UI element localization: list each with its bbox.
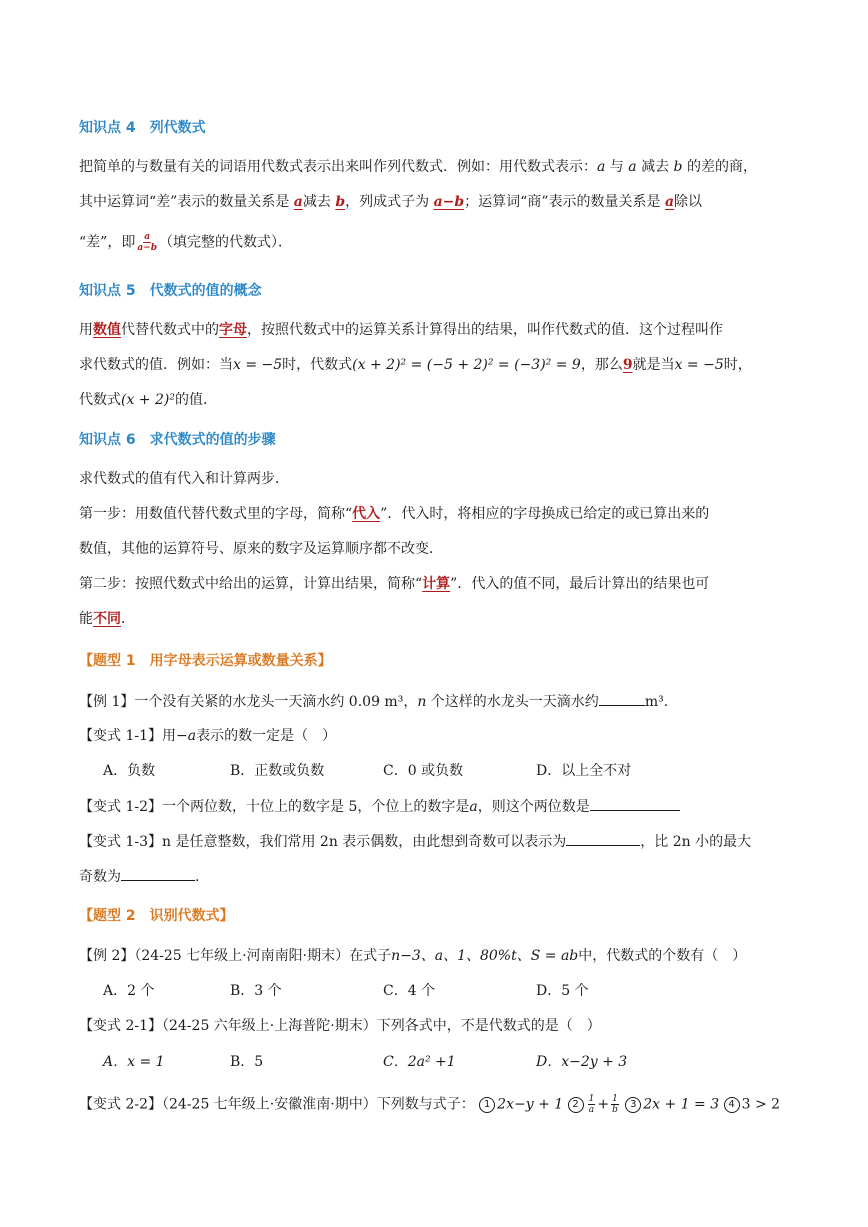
text: . [195, 869, 200, 885]
text: 【例 1】一个没有关紧的水龙头一天滴水约 0.09 m³， [79, 694, 418, 710]
answer-blank [121, 866, 195, 881]
math: a [628, 159, 637, 175]
text: 与 [605, 159, 629, 175]
fraction [588, 1094, 596, 1115]
math: 2x + 1 = 3 [643, 1096, 720, 1113]
text: 用 [79, 322, 93, 338]
text: m³. [644, 694, 669, 710]
option-b: B．3 个 [230, 983, 282, 999]
math: x = −5 [233, 357, 283, 373]
text: ，那么 [580, 357, 623, 373]
math: (x + 2)² = (−5 + 2)² = (−3)² = 9 [352, 357, 581, 373]
kp4-para-line1 [79, 157, 757, 177]
text: 求代数式的值有代入和计算两步． [79, 471, 289, 487]
section-number: 知识点 4 [79, 120, 136, 136]
text: 减去 [636, 159, 674, 175]
text: 代数式 [79, 392, 121, 408]
type2-title: 【题型 2 识别代数式】 [79, 908, 234, 924]
example-2 [79, 946, 746, 966]
type1-title: 【题型 1 用字母表示运算或数量关系】 [79, 653, 332, 669]
section-title-kp6 [79, 430, 276, 450]
text: 就是当 [632, 357, 675, 373]
text: 第二步：按照代数式中给出的运算，计算出结果，简称“ [79, 576, 423, 592]
fraction-numerator: 1 [612, 1094, 618, 1104]
kp6-para-line3 [79, 539, 443, 559]
fraction-numerator: a [144, 232, 151, 242]
kp6-para-line2 [79, 504, 709, 524]
option-d: D．以上全不对 [536, 763, 632, 779]
math: x = −5 [674, 357, 724, 373]
text: 减去 [302, 194, 331, 210]
kp4-para-line2 [79, 192, 702, 212]
text: ”．代入的值不同，最后计算出的结果也可 [450, 576, 710, 592]
kp5-para-line1 [79, 320, 723, 340]
option-c: C．4 个 [383, 983, 436, 999]
text: 把简单的与数量有关的词语用代数式表示出来叫作列代数式．例如：用代数式表示： [79, 159, 597, 175]
text: （填完整的代数式）． [159, 234, 292, 251]
text: ；运算词“商”表示的数量关系是 [464, 194, 661, 210]
text: ，比 2n 小的最大 [640, 834, 752, 850]
text: 第一步：用数值代替代数式里的字母，简称“ [79, 506, 353, 522]
math: b [673, 159, 683, 175]
fraction-denominator: a−b [137, 243, 157, 253]
math: n [417, 694, 427, 710]
section-title-kp5 [79, 281, 262, 301]
text: 时， [723, 357, 752, 373]
answer: 计算 [422, 576, 451, 592]
option-a: A．2 个 [103, 983, 155, 999]
kp6-para-line1 [79, 469, 289, 489]
text: ，按照代数式中的运算关系计算得出的结果，叫作代数式的值．这个过程叫作 [247, 322, 723, 338]
text: 【变式 2-2】（24-25 七年级上·安徽淮南·期中）下列数与式子： [79, 1096, 475, 1113]
section-text: 求代数式的值的步骤 [149, 432, 276, 448]
text: 个这样的水龙头一天滴水约 [426, 694, 599, 710]
math: 2x−y + 1 [497, 1096, 564, 1113]
option-c: C．0 或负数 [383, 763, 464, 779]
fraction-denominator: a [588, 1105, 595, 1115]
variant-1-3 [79, 831, 751, 852]
text: 的差的商， [682, 159, 757, 175]
section-number: 知识点 5 [79, 283, 136, 299]
text: 【变式 1-3】n 是任意整数，我们常用 2n 表示偶数，由此想到奇数可以表示为 [79, 834, 567, 850]
answer: 数值 [93, 322, 121, 338]
example-1 [79, 691, 668, 712]
text: 求代数式的值．例如：当 [79, 357, 233, 373]
section-text: 列代数式 [149, 120, 206, 136]
text: 能 [79, 611, 93, 627]
text: “差”，即 [79, 234, 136, 251]
answer-blank [599, 691, 645, 706]
option-a: A．负数 [103, 763, 156, 779]
section-text: 代数式的值的概念 [149, 283, 262, 299]
option-d: D．x−2y + 3 [536, 1054, 628, 1070]
answer-fraction [137, 232, 157, 253]
variant-2-1: 【变式 2-1】（24-25 六年级上·上海普陀·期末）下列各式中，不是代数式的是（ ） [79, 1018, 601, 1034]
text: 除以 [674, 194, 703, 210]
variant-1-3-line2 [79, 866, 199, 887]
option-b: B．5 [230, 1054, 264, 1070]
text: 的值． [174, 392, 217, 408]
text: ，列成式子为 [345, 194, 430, 210]
fraction-numerator: 1 [588, 1094, 595, 1104]
kp6-para-line5 [79, 609, 135, 629]
text: 【变式 1-2】一个两位数，十位上的数字是 5，个位上的数字是 [79, 799, 470, 815]
answer: a−b [433, 194, 465, 210]
option-d: D．5 个 [536, 983, 589, 999]
variant-1-1 [79, 726, 336, 746]
math: −a [176, 728, 197, 744]
answer: a [664, 194, 675, 210]
variant-1-2 [79, 796, 680, 817]
text: 其中运算词“差”表示的数量关系是 [79, 194, 290, 210]
math: 3 > 2 [741, 1096, 781, 1113]
variant-2-2 [79, 1094, 780, 1115]
fraction-denominator: b [612, 1105, 618, 1115]
answer: 字母 [219, 322, 247, 338]
text: 中，代数式的个数有（ ） [578, 948, 747, 964]
option-a: A．x = 1 [103, 1054, 165, 1070]
text: ”．代入时，将相应的字母换成已给定的或已算出来的 [380, 506, 710, 522]
answer: b [335, 194, 346, 210]
option-b: B．正数或负数 [230, 763, 325, 779]
answer: 9 [622, 357, 633, 373]
answer: a [293, 194, 303, 210]
plus-sign: + [597, 1096, 610, 1113]
circled-number: 2 [568, 1097, 584, 1113]
text: 【变式 1-1】用 [79, 728, 176, 744]
kp5-para-line2 [79, 355, 752, 375]
math: (x + 2)² [121, 392, 175, 408]
math: n−3、a、1、80%t、S = ab [391, 948, 579, 964]
math: a [597, 159, 606, 175]
text: ． [121, 611, 135, 627]
section-title-kp4 [79, 118, 206, 138]
answer-blank [566, 831, 640, 846]
text: 奇数为 [79, 869, 121, 885]
text: 时，代数式 [282, 357, 353, 373]
math: a [469, 799, 478, 815]
text: 数值，其他的运算符号、原来的数字及运算顺序都不改变． [79, 541, 443, 557]
kp4-para-line3 [79, 232, 292, 253]
text: 【例 2】（24-25 七年级上·河南南阳·期末）在式子 [79, 948, 392, 964]
answer: 代入 [352, 506, 381, 522]
fraction [611, 1094, 619, 1115]
section-number: 知识点 6 [79, 432, 136, 448]
text: ，则这个两位数是 [477, 799, 590, 815]
circled-number: 1 [479, 1097, 495, 1113]
circled-number: 3 [625, 1097, 641, 1113]
answer: 不同 [93, 611, 121, 627]
answer-blank [590, 796, 680, 811]
circled-number: 4 [724, 1097, 740, 1113]
kp6-para-line4 [79, 574, 709, 594]
kp5-para-line3 [79, 390, 217, 410]
text: 代替代数式中的 [121, 322, 219, 338]
option-c: C．2a² +1 [383, 1054, 456, 1070]
text: 表示的数一定是（ ） [196, 728, 337, 744]
